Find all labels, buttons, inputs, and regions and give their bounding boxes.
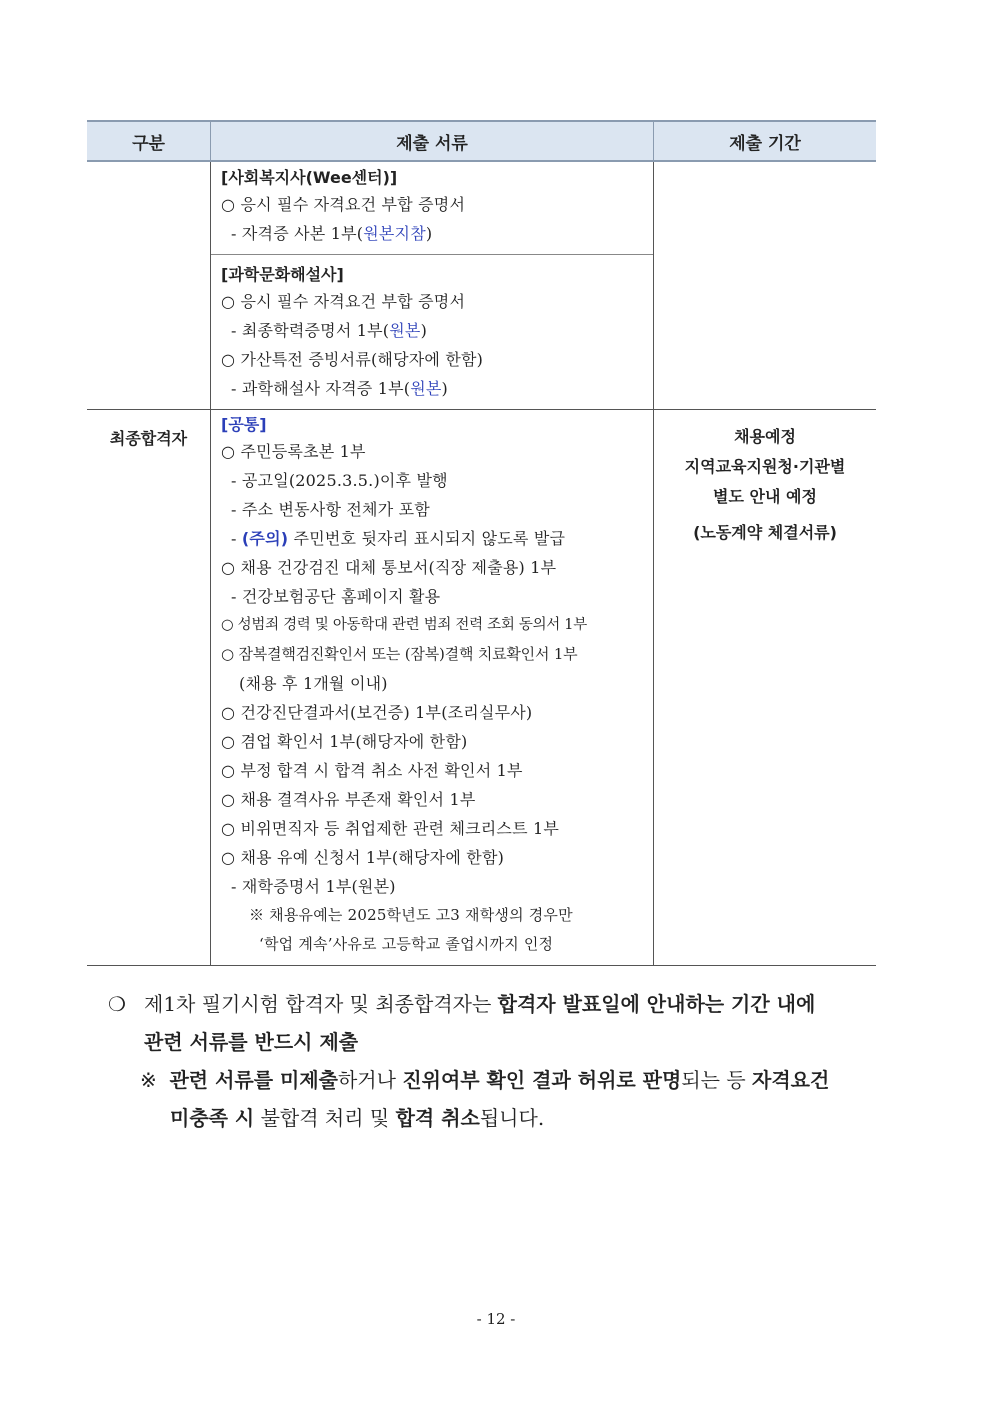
- row1-period: [654, 162, 876, 409]
- doc-line: ○ 겸업 확인서 1부(해당자에 한함): [221, 732, 468, 751]
- block-common: [211, 410, 653, 965]
- doc-line: - 자격증 사본 1부(원본지참): [231, 224, 433, 243]
- row1-documents: [210, 162, 654, 409]
- note-warning: ※ 관련 서류를 미제출하거나 진위여부 확인 결과 허위로 판명되는 등 자격요건: [140, 1068, 830, 1092]
- doc-line: ○ 채용 건강검진 대체 통보서(직장 제출용) 1부: [221, 558, 557, 577]
- doc-line: ○ 응시 필수 자격요건 부합 증명서: [221, 292, 466, 311]
- period-line: 별도 안내 예정: [713, 487, 817, 506]
- row2-period: [654, 410, 876, 965]
- reference-mark-icon: ※: [140, 1068, 157, 1092]
- period-line: 채용예정: [734, 427, 796, 446]
- header-period: 제출 기간: [729, 133, 801, 154]
- doc-line: ○ 채용 결격사유 부존재 확인서 1부: [221, 790, 476, 809]
- page-number: - 12 -: [476, 1310, 516, 1328]
- doc-line: - 주소 변동사항 전체가 포함: [231, 500, 430, 519]
- header-category: 구분: [132, 133, 165, 154]
- doc-line: ○ 가산특전 증빙서류(해당자에 한함): [221, 350, 484, 369]
- row2-documents: [210, 410, 654, 965]
- doc-line: - 과학해설사 자격증 1부(원본): [231, 379, 448, 398]
- header-documents: 제출 서류: [210, 122, 654, 160]
- notes-section: [108, 985, 908, 1137]
- doc-note: ‘학업 계속’사유로 고등학교 졸업시까지 인정: [259, 935, 554, 953]
- row1-category: [87, 162, 210, 409]
- block-science-interpreter: [211, 254, 653, 409]
- doc-note: ※ 채용유예는 2025학년도 고3 재학생의 경우만: [249, 906, 573, 924]
- table-header: [87, 120, 876, 162]
- doc-line: - (주의) 주민번호 뒷자리 표시되지 않도록 발급: [231, 529, 566, 548]
- note-warning-cont: 미충족 시 불합격 처리 및 합격 취소됩니다.: [170, 1106, 545, 1130]
- doc-line: ○ 응시 필수 자격요건 부합 증명서: [221, 195, 466, 214]
- table-row-social-worker: [87, 162, 876, 410]
- period-line: 지역교육지원청·기관별: [684, 457, 846, 476]
- doc-line: (채용 후 1개월 이내): [239, 674, 388, 693]
- period-line: (노동계약 체결서류): [693, 523, 837, 542]
- doc-line: ○ 비위면직자 등 취업제한 관련 체크리스트 1부: [221, 819, 560, 838]
- bullet-icon: ❍: [108, 992, 126, 1016]
- doc-line: - 건강보험공단 홈페이지 활용: [231, 587, 441, 606]
- doc-line: ○ 채용 유예 신청서 1부(해당자에 한함): [221, 848, 505, 867]
- table-row-final: [87, 410, 876, 966]
- block-title: [사회복지사(Wee센터)]: [221, 168, 398, 187]
- note-main: ❍ 제1차 필기시험 합격자 및 최종합격자는 합격자 발표일에 안내하는 기간 내에: [108, 985, 908, 1023]
- row2-category: 최종합격자: [109, 429, 188, 448]
- doc-line: ○ 잠복결핵검진확인서 또는 (잠복)결핵 치료확인서 1부: [221, 645, 578, 663]
- doc-line: ○ 주민등록초본 1부: [221, 442, 366, 461]
- block-title: [과학문화해설사]: [221, 265, 344, 284]
- doc-line: ○ 부정 합격 시 합격 취소 사전 확인서 1부: [221, 761, 523, 780]
- doc-line: ○ 건강진단결과서(보건증) 1부(조리실무사): [221, 703, 533, 722]
- doc-line: - 재학증명서 1부(원본): [231, 877, 396, 896]
- note-main-cont: 관련 서류를 반드시 제출: [144, 1030, 359, 1054]
- doc-line: - 공고일(2025.3.5.)이후 발행: [231, 471, 448, 490]
- block-title: [공통]: [221, 415, 267, 434]
- block-social-worker: [211, 162, 653, 254]
- doc-line: - 최종학력증명서 1부(원본): [231, 321, 428, 340]
- documents-table: [87, 120, 876, 966]
- doc-line: ○ 성범죄 경력 및 아동학대 관련 범죄 전력 조회 동의서 1부: [221, 617, 587, 633]
